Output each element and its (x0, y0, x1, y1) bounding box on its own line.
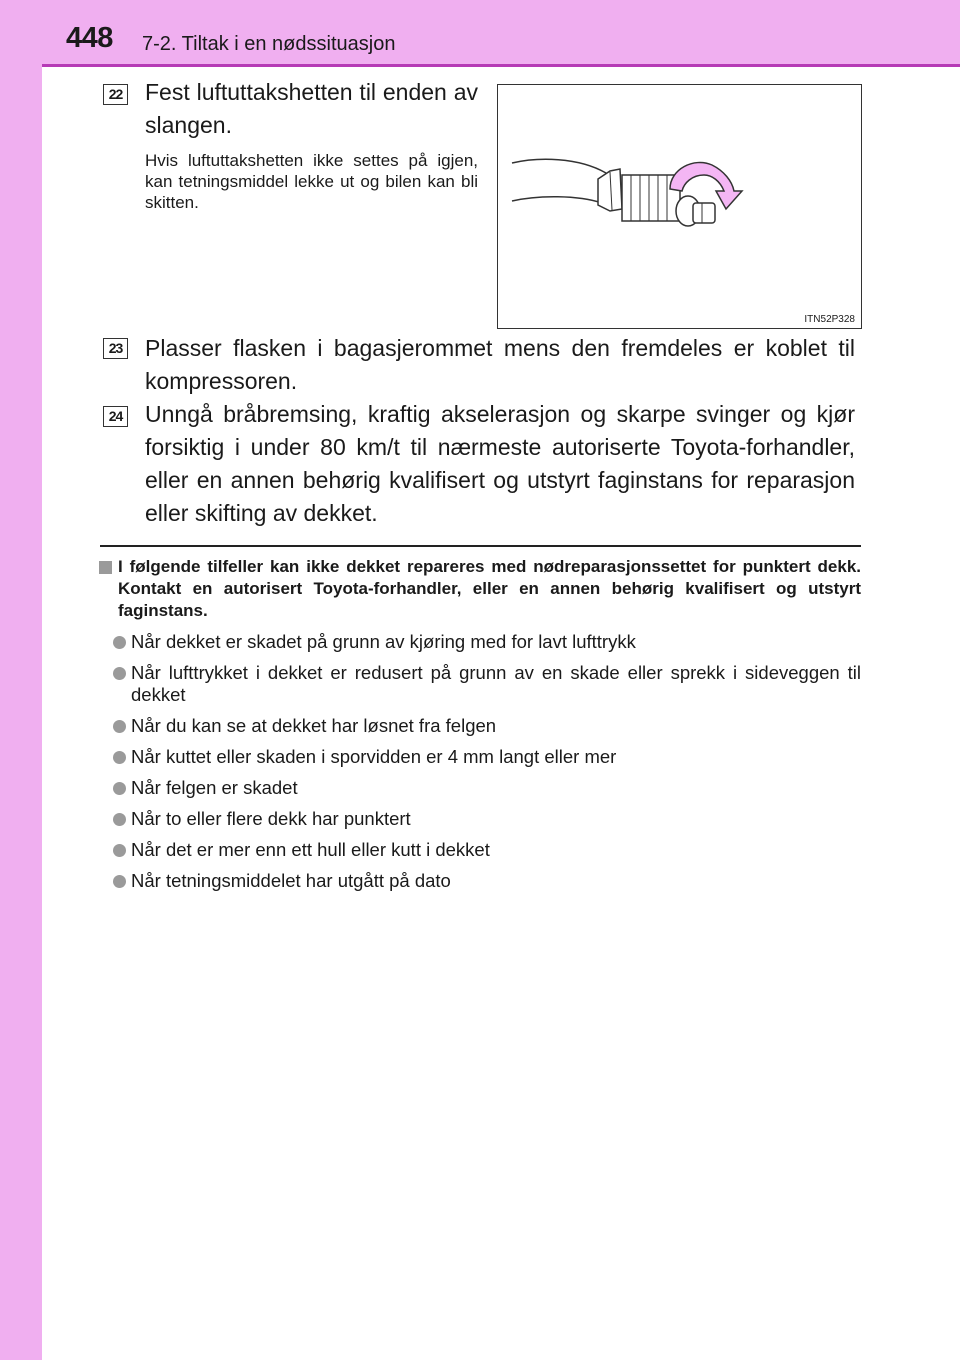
header-rule (42, 64, 960, 67)
step-22-text: Fest luftuttakshetten til enden av slangen. (145, 79, 478, 138)
bullet-dot-icon (113, 844, 126, 857)
list-item-text: Når dekket er skadet på grunn av kjøring med for lavt lufttrykk (131, 631, 636, 652)
bullet-dot-icon (113, 751, 126, 764)
list-item-text: Når du kan se at dekket har løsnet fra felgen (131, 715, 497, 736)
list-item-text: Når lufttrykket i dekket er redusert på grunn av en skade eller sprekk i sideveggen til dekket (131, 662, 861, 705)
step-24-text: Unngå bråbremsing, kraftig akselerasjon og skarpe svinger og kjør forsiktig i under 80 km/t til nærmeste autoriserte Toyota-forhandler, eller en annen behørig kvalifisert og utstyrt faginstans for reparasjon eller skifting av dekket. (145, 401, 855, 526)
figure-code: ITN52P328 (804, 314, 855, 325)
list-item (98, 715, 861, 737)
list-item-text: Når to eller flere dekk har punktert (131, 808, 411, 829)
list-item (98, 662, 861, 706)
list-item (98, 870, 861, 892)
list-item (98, 839, 861, 861)
hose-cap-illustration (497, 84, 862, 329)
bullet-dot-icon (113, 813, 126, 826)
step-number-22: 22 (103, 84, 128, 105)
bullet-dot-icon (113, 875, 126, 888)
bullet-dot-icon (113, 636, 126, 649)
list-item (98, 631, 861, 653)
list-item (98, 746, 861, 768)
step-22-note: Hvis luftuttakshetten ikke settes på igjen, kan tetningsmiddel lekke ut og bilen kan bli skitten. (145, 151, 478, 212)
square-bullet-icon (99, 561, 112, 574)
list-item-text: Når felgen er skadet (131, 777, 298, 798)
list-item-text: Når det er mer enn ett hull eller kutt i dekket (131, 839, 490, 860)
section-title: 7-2. Tiltak i en nødssituasjon (142, 33, 396, 55)
note-heading (98, 556, 861, 622)
notes-section (98, 556, 861, 892)
note-heading-text: I følgende tilfeller kan ikke dekket repareres med nødreparasjonssettet for punktert dekk. Kontakt en autorisert Toyota-forhandler, eller en annen behørig kvalifisert og utstyrt faginstans. (118, 557, 861, 620)
bullet-dot-icon (113, 667, 126, 680)
hose-with-air-cap-rotation-arrow-icon (498, 85, 861, 328)
step-number-24: 24 (103, 406, 128, 427)
list-item (98, 808, 861, 830)
page-number: 448 (66, 22, 113, 54)
list-item-text: Når tetningsmiddelet har utgått på dato (131, 870, 451, 891)
section-divider (100, 545, 861, 547)
bullet-dot-icon (113, 782, 126, 795)
list-item-text: Når kuttet eller skaden i sporvidden er 4 mm langt eller mer (131, 746, 617, 767)
step-number-23: 23 (103, 338, 128, 359)
step-23-text: Plasser flasken i bagasjerommet mens den fremdeles er koblet til kompressoren. (145, 335, 855, 394)
condition-list (98, 631, 861, 892)
bullet-dot-icon (113, 720, 126, 733)
side-color-bar (0, 0, 42, 1360)
list-item (98, 777, 861, 799)
